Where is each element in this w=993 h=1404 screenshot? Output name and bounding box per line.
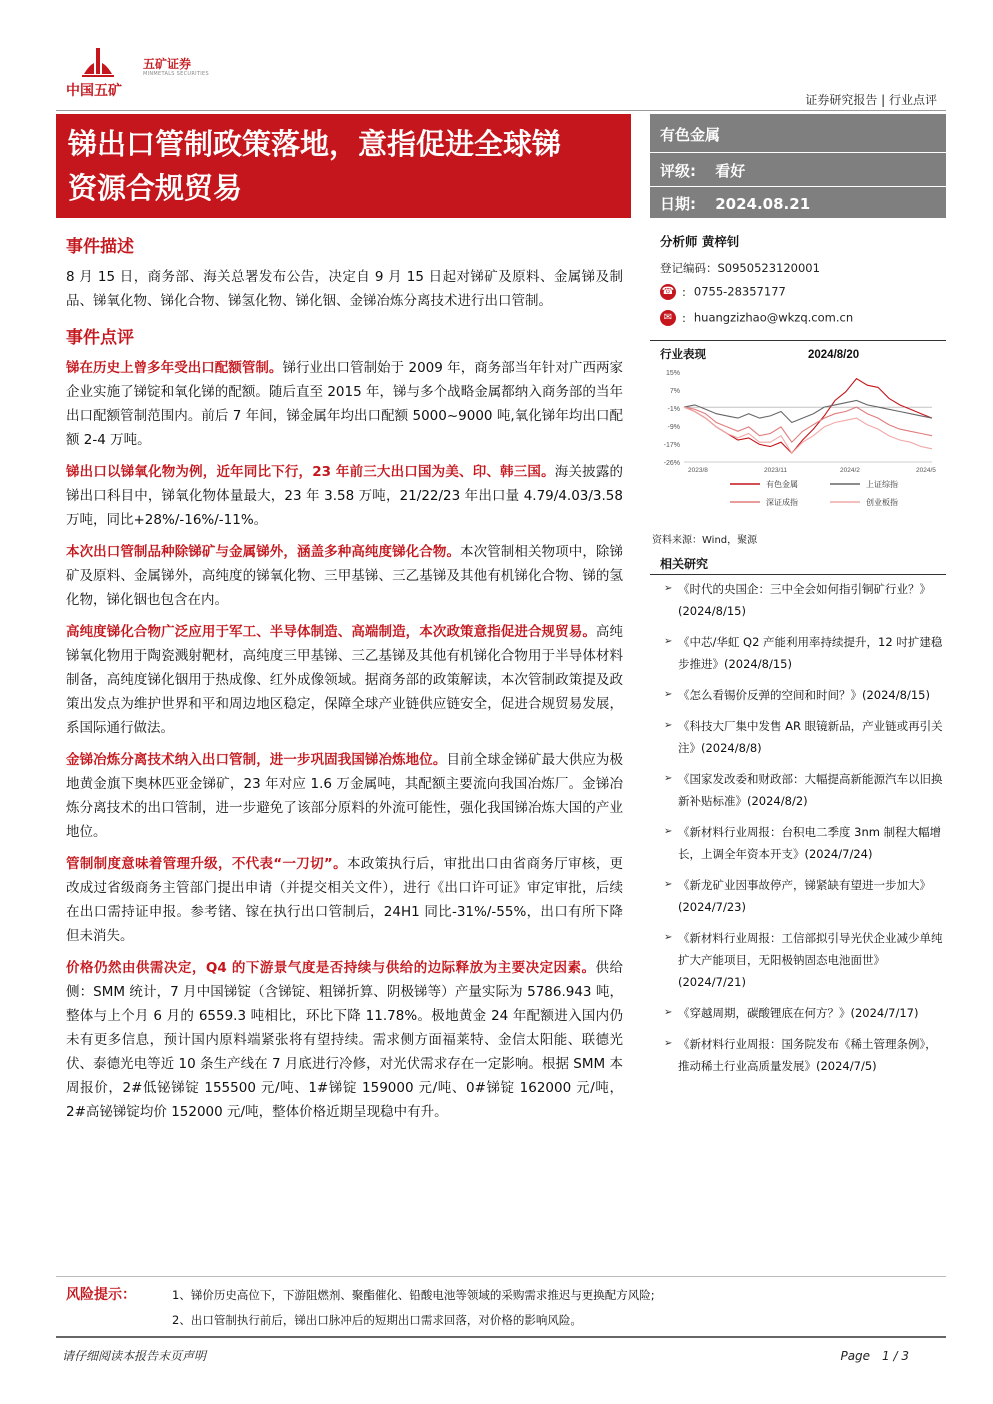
comment-text-5: 目前全球金锑矿最大供应为极地黄金旗下奥林匹亚金锑矿，23 年对应 1.6 万金属吨，其配额主要流向我国冶炼厂。金锑冶炼分离技术的出口管制，进一步避免了该部分原料的外流可能性，强化我国锑冶炼大国的产业地位。 xyxy=(66,752,624,840)
related-research-list xyxy=(662,578,944,1086)
comment-paragraph-7 xyxy=(66,956,623,1124)
logo-securities-name: 五矿证券 xyxy=(143,57,192,71)
comment-paragraph-6 xyxy=(66,852,623,948)
analyst-panel xyxy=(660,232,950,326)
related-item[interactable]: ➢ 《新材料行业周报：工信部拟引导光伏企业减少单纯扩大产能项目，无阳极钠固态电池面世》(2024/7/21) xyxy=(662,927,944,993)
report-title xyxy=(56,114,631,218)
chart-top-divider xyxy=(650,340,946,341)
analyst-registration: 登记编码：S0950523120001 xyxy=(660,261,820,275)
related-item[interactable]: ➢ 《怎么看锡价反弹的空间和时间？》(2024/8/15) xyxy=(662,684,944,706)
arrow-icon: ➢ xyxy=(664,773,673,784)
related-item[interactable]: ➢ 《国家发改委和财政部：大幅提高新能源汽车以旧换新补贴标准》(2024/8/2) xyxy=(662,768,944,812)
arrow-icon: ➢ xyxy=(664,932,673,943)
chart-date: 2024/8/20 xyxy=(808,349,860,361)
analyst-email[interactable]: huangzizhao@wkzq.com.cn xyxy=(693,310,854,325)
industry-performance-chart xyxy=(650,342,946,538)
related-research-heading: 相关研究 xyxy=(660,557,709,571)
risk-item-1: 1、锑价历史高位下，下游阻燃剂、聚酯催化、铅酸电池等领域的采购需求推迟与更换配方风险; xyxy=(172,1288,655,1302)
rating-box xyxy=(650,114,946,218)
series-line xyxy=(684,401,932,423)
y-tick-label: -1% xyxy=(667,406,680,413)
comment-highlight-4: 高纯度锑化合物广泛应用于军工、半导体制造、高端制造，本次政策意指促进合规贸易。 xyxy=(66,624,596,640)
arrow-icon: ➢ xyxy=(664,583,673,594)
related-item[interactable]: ➢ 《新材料行业周报：国务院发布《稀土管理条例》，推动稀土行业高质量发展》(2024/7/5) xyxy=(662,1033,944,1077)
legend-label: 上证综指 xyxy=(866,480,898,489)
comment-text-4: 高纯锑氧化物用于陶瓷溅射靶材，高纯度三甲基锑、三乙基锑及其他有机锑化合物用于半导体材料制备，高纯度锑化铟用于热成像、红外成像领域。据商务部的政策解读，本次管制政策提及政策出发点为维护世界和平和周边地区稳定，保障全球产业链供应链安全，促进合规贸易发展，系国际通行做法。 xyxy=(66,624,624,736)
y-tick-label: 7% xyxy=(669,388,680,395)
series-line xyxy=(684,407,932,453)
legend-label: 有色金属 xyxy=(766,480,798,489)
date-value: 2024.08.21 xyxy=(715,195,811,213)
logo-securities-english: MINMETALS SECURITIES xyxy=(143,71,209,77)
comment-text-3: 本次管制相关物项中，除锑矿及原料、金属锑外，高纯度的锑氧化物、三甲基锑、三乙基锑及其他有机锑化合物、锑的氢化物，锑化铟也包含在内。 xyxy=(66,544,624,608)
comment-highlight-1: 锑在历史上曾多年受出口配额管制。 xyxy=(66,360,283,376)
rating-value: 看好 xyxy=(715,162,746,180)
report-title-line-1: 锑出口管制政策落地，意指促进全球锑 xyxy=(68,127,562,161)
risk-item-2: 2、出口管制执行前后，锑出口脉冲后的短期出口需求回落，对价格的影响风险。 xyxy=(172,1313,582,1327)
comment-paragraph-5 xyxy=(66,748,623,844)
chart-title: 行业表现 xyxy=(660,349,706,361)
y-tick-label: -9% xyxy=(667,424,680,431)
header-divider xyxy=(56,110,946,111)
comment-paragraph-3 xyxy=(66,540,623,612)
report-title-line-2: 资源合规贸易 xyxy=(68,171,243,205)
comment-text-1: 锑行业出口管制始于 2009 年，商务部当年针对广西两家企业实施了锑锭和氧化锑的配额。随后直至 2015 年，锑与多个战略金属都纳入商务部的当年出口配额管制范围内。前后 7 年间，锑金属年均出口配额 5000~9000 吨,氧化锑年均出口配额 2-4 万吨。 xyxy=(66,360,623,448)
industry-name: 有色金属 xyxy=(660,126,721,144)
email-icon: ✉ xyxy=(660,310,676,326)
series-line xyxy=(684,407,932,442)
x-tick-label: 2023/11 xyxy=(764,467,788,474)
related-item[interactable]: ➢ 《新材料行业周报：台积电二季度 3nm 制程大幅增长，上调全年资本开支》(2024/7/24) xyxy=(662,821,944,865)
related-item[interactable]: ➢ 《中芯/华虹 Q2 产能利用率持续提升，12 吋扩建稳步推进》(2024/8/15) xyxy=(662,631,944,675)
logo-company-name: 中国五矿 xyxy=(66,83,122,99)
arrow-icon: ➢ xyxy=(664,1038,673,1049)
footer-divider xyxy=(56,1336,946,1338)
legend-label: 创业板指 xyxy=(866,498,898,507)
y-tick-label: -17% xyxy=(663,442,680,449)
arrow-icon: ➢ xyxy=(664,879,673,890)
risk-label: 风险提示： xyxy=(66,1287,136,1303)
analyst-email-row: ✉ : huangzizhao@wkzq.com.cn xyxy=(660,310,950,326)
arrow-icon: ➢ xyxy=(664,636,673,647)
analyst-phone-row: ☎ : 0755-28357177 xyxy=(661,284,786,299)
date-row xyxy=(660,193,810,214)
related-item[interactable]: ➢ 《科技大厂集中发售 AR 眼镜新品，产业链或再引关注》(2024/8/8) xyxy=(662,715,944,759)
comment-highlight-7: 价格仍然由供需决定，Q4 的下游景气度是否持续与供给的边际释放为主要决定因素。 xyxy=(66,960,596,976)
arrow-icon: ➢ xyxy=(664,1007,673,1018)
risk-divider xyxy=(56,1276,946,1277)
event-comment-heading: 事件点评 xyxy=(66,328,134,348)
comment-text-2: 海关披露的锑出口科目中，锑氧化物体量最大，23 年 3.58 万吨，21/22/23 年出口量 4.79/4.03/3.58 万吨，同比+28%/-16%/-11%。 xyxy=(66,464,623,528)
arrow-icon: ➢ xyxy=(664,720,673,731)
y-tick-label: 15% xyxy=(665,370,680,377)
rating-label: 评级: xyxy=(660,162,696,180)
chart-source: 资料来源：Wind，聚源 xyxy=(652,535,758,546)
report-type: 证券研究报告 | 行业点评 xyxy=(805,93,937,107)
x-tick-label: 2024/2 xyxy=(840,467,860,474)
arrow-icon: ➢ xyxy=(664,689,673,700)
comment-paragraph-2 xyxy=(66,460,623,532)
legend-label: 深证成指 xyxy=(766,498,798,507)
comment-highlight-6: 管制制度意味着管理升级，不代表“一刀切”。 xyxy=(66,856,347,872)
comment-text-7: 供给侧：SMM 统计，7 月中国锑锭（含锑锭、粗锑折算、阴极锑等）产量实际为 5786.943 吨，整体与上个月 6 月的 6559.3 吨相比，环比下降 11.78%。极地黄金 24 年配额进入国内仍未有更多信息，预计国内原料端紧张将有望持续。需求侧方面福莱特、金信太阳能、联德光伏、泰德光电等近 10 条生产线在 7 月底进行冷修，对光伏需求存在一定影响。根据 SMM 本周报价，2#低铋锑锭 155500 元/吨、1#锑锭 159000 元/吨、0#锑锭 162000 元/吨，2#高铋锑锭均价 152000 元/吨，整体价格近期呈现稳中有升。 xyxy=(66,960,624,1120)
event-description-heading: 事件描述 xyxy=(66,237,134,257)
phone-icon: ☎ xyxy=(660,284,676,300)
main-content xyxy=(66,232,623,1132)
x-tick-label: 2024/5 xyxy=(916,467,936,474)
analyst-name: 分析师 黄梓钊 xyxy=(660,234,740,249)
comment-paragraph-4 xyxy=(66,620,623,740)
date-label: 日期: xyxy=(660,195,696,213)
comment-paragraph-1 xyxy=(66,356,623,452)
comment-highlight-2: 锑出口以锑氧化物为例，近年同比下行，23 年前三大出口国为美、印、韩三国。 xyxy=(66,464,555,480)
analyst-phone: 0755-28357177 xyxy=(693,284,786,299)
x-tick-label: 2023/8 xyxy=(688,467,708,474)
rating-row xyxy=(660,160,745,181)
related-divider xyxy=(650,574,946,575)
comment-text-6: 本政策执行后，审批出口由省商务厅审核，更改成过省级商务主管部门提出申请（并提交相关文件），进行《出口许可证》审定审批，后续在出口需持证申报。参考锗、镓在执行出口管制后，24H1 同比-31%/-55%，出口有所下降但未消失。 xyxy=(66,856,624,944)
page-number: Page 1 / 3 xyxy=(840,1349,909,1363)
company-logo-icon xyxy=(80,44,116,78)
event-description-text: 8 月 15 日，商务部、海关总署发布公告，决定自 9 月 15 日起对锑矿及原料、金属锑及制品、锑氧化物、锑化合物、锑氢化物、锑化铟、金锑冶炼分离技术进行出口管制。 xyxy=(66,269,623,309)
comment-highlight-5: 金锑冶炼分离技术纳入出口管制，进一步巩固我国锑冶炼地位。 xyxy=(66,752,447,768)
comment-highlight-3: 本次出口管制品种除锑矿与金属锑外，涵盖多种高纯度锑化合物。 xyxy=(66,544,461,560)
footer-disclaimer: 请仔细阅读本报告末页声明 xyxy=(62,1349,207,1363)
related-item[interactable]: ➢ 《时代的央国企：三中全会如何指引铜矿行业？》(2024/8/15) xyxy=(662,578,944,622)
y-tick-label: -26% xyxy=(663,460,680,467)
related-item[interactable]: ➢ 《新龙矿业因事故停产，锑紧缺有望进一步加大》(2024/7/23) xyxy=(662,874,944,918)
related-item[interactable]: ➢ 《穿越周期，碳酸锂底在何方？》(2024/7/17) xyxy=(662,1002,944,1024)
arrow-icon: ➢ xyxy=(664,826,673,837)
rating-box-divider xyxy=(650,152,946,153)
rating-box-divider xyxy=(650,186,946,187)
